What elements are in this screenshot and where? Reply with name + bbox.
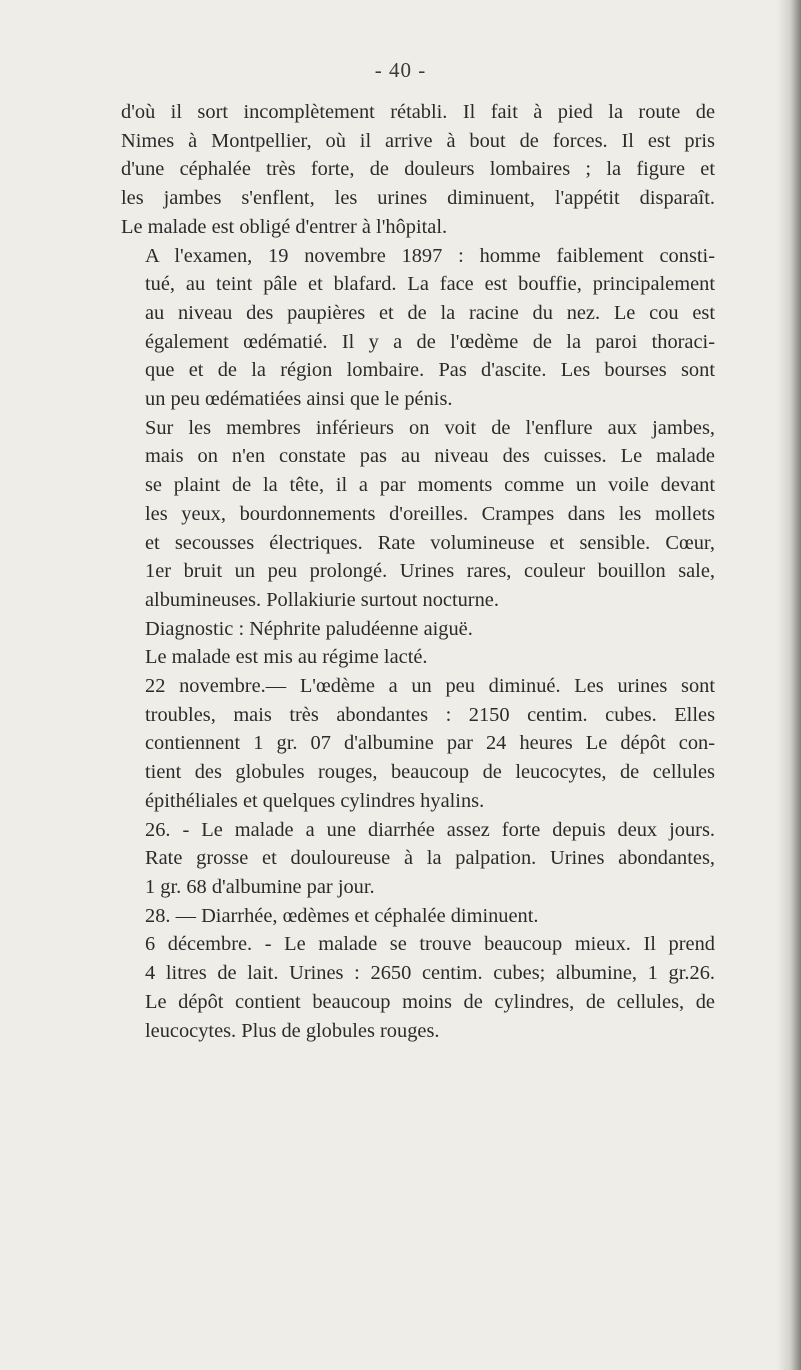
text-line: 1 gr. 68 d'albumine par jour. bbox=[145, 875, 375, 898]
text-line: 1er bruit un peu prolongé. Urines rares, couleur bouillon sale, bbox=[145, 560, 715, 583]
paragraph-lower-limbs bbox=[121, 414, 715, 615]
text-line: Sur les membres inférieurs on voit de l'enflure aux jambes, bbox=[145, 416, 715, 439]
text-line: 6 décembre. - Le malade se trouve beaucoup mieux. Il prend bbox=[145, 933, 715, 956]
paragraph-examination bbox=[121, 242, 715, 414]
text-line: troubles, mais très abondantes : 2150 centim. cubes. Elles bbox=[145, 703, 715, 726]
text-line: 26. - Le malade a une diarrhée assez forte depuis deux jours. bbox=[145, 818, 715, 841]
text-line: également œdématié. Il y a de l'œdème de la paroi thoraci- bbox=[145, 330, 715, 353]
text-line: contiennent 1 gr. 07 d'albumine par 24 heures Le dépôt con- bbox=[145, 732, 715, 755]
paragraph-nov-28 bbox=[121, 902, 715, 931]
text-line: Le malade est mis au régime lacté. bbox=[145, 646, 428, 669]
text-line: 28. — Diarrhée, œdèmes et céphalée diminuent. bbox=[145, 904, 539, 927]
text-line: tient des globules rouges, beaucoup de leucocytes, de cellules bbox=[145, 761, 715, 784]
paragraph-diagnosis bbox=[121, 615, 715, 644]
text-line: 22 novembre.— L'œdème a un peu diminué. Les urines sont bbox=[145, 675, 715, 698]
text-line: au niveau des paupières et de la racine du nez. Le cou est bbox=[145, 301, 715, 324]
body-text bbox=[121, 98, 715, 1045]
text-line: les yeux, bourdonnements d'oreilles. Crampes dans les mollets bbox=[145, 502, 715, 525]
text-line: tué, au teint pâle et blafard. La face est bouffie, principalement bbox=[145, 273, 715, 296]
text-line: d'une céphalée très forte, de douleurs lombaires ; la figure et bbox=[121, 158, 715, 181]
text-line: un peu œdématiées ainsi que le pénis. bbox=[145, 388, 453, 411]
text-line: d'où il sort incomplètement rétabli. Il fait à pied la route de bbox=[121, 101, 715, 123]
text-line: les jambes s'enflent, les urines diminuent, l'appétit disparaît. bbox=[121, 187, 715, 210]
text-line: albumineuses. Pollakiurie surtout nocturne. bbox=[145, 588, 499, 611]
text-line: que et de la région lombaire. Pas d'ascite. Les bourses sont bbox=[145, 359, 715, 382]
paragraph-history bbox=[121, 98, 715, 242]
text-line: épithéliales et quelques cylindres hyalins. bbox=[145, 789, 485, 812]
text-line: Rate grosse et douloureuse à la palpation. Urines abondantes, bbox=[145, 847, 715, 870]
paragraph-nov-26 bbox=[121, 816, 715, 902]
text-line: Nimes à Montpellier, où il arrive à bout de forces. Il est pris bbox=[121, 129, 715, 152]
text-line: et secousses électriques. Rate volumineuse et sensible. Cœur, bbox=[145, 531, 715, 554]
text-line: 4 litres de lait. Urines : 2650 centim. cubes; albumine, 1 gr.26. bbox=[145, 962, 715, 985]
text-line: mais on n'en constate pas au niveau des cuisses. Le malade bbox=[145, 445, 715, 468]
page-edge-shadow bbox=[777, 0, 801, 1370]
text-line: Le dépôt contient beaucoup moins de cylindres, de cellules, de bbox=[145, 990, 715, 1013]
text-line: Diagnostic : Néphrite paludéenne aiguë. bbox=[145, 617, 473, 640]
text-line: Le malade est obligé d'entrer à l'hôpital. bbox=[121, 215, 448, 238]
paragraph-nov-22 bbox=[121, 672, 715, 816]
page-number: - 40 - bbox=[374, 58, 427, 82]
text-line: leucocytes. Plus de globules rouges. bbox=[145, 1019, 440, 1042]
text-line: se plaint de la tête, il a par moments comme un voile devant bbox=[145, 474, 715, 497]
paragraph-regimen bbox=[121, 643, 715, 672]
paragraph-dec-6 bbox=[121, 930, 715, 1045]
text-line: A l'examen, 19 novembre 1897 : homme faiblement consti- bbox=[145, 244, 715, 267]
